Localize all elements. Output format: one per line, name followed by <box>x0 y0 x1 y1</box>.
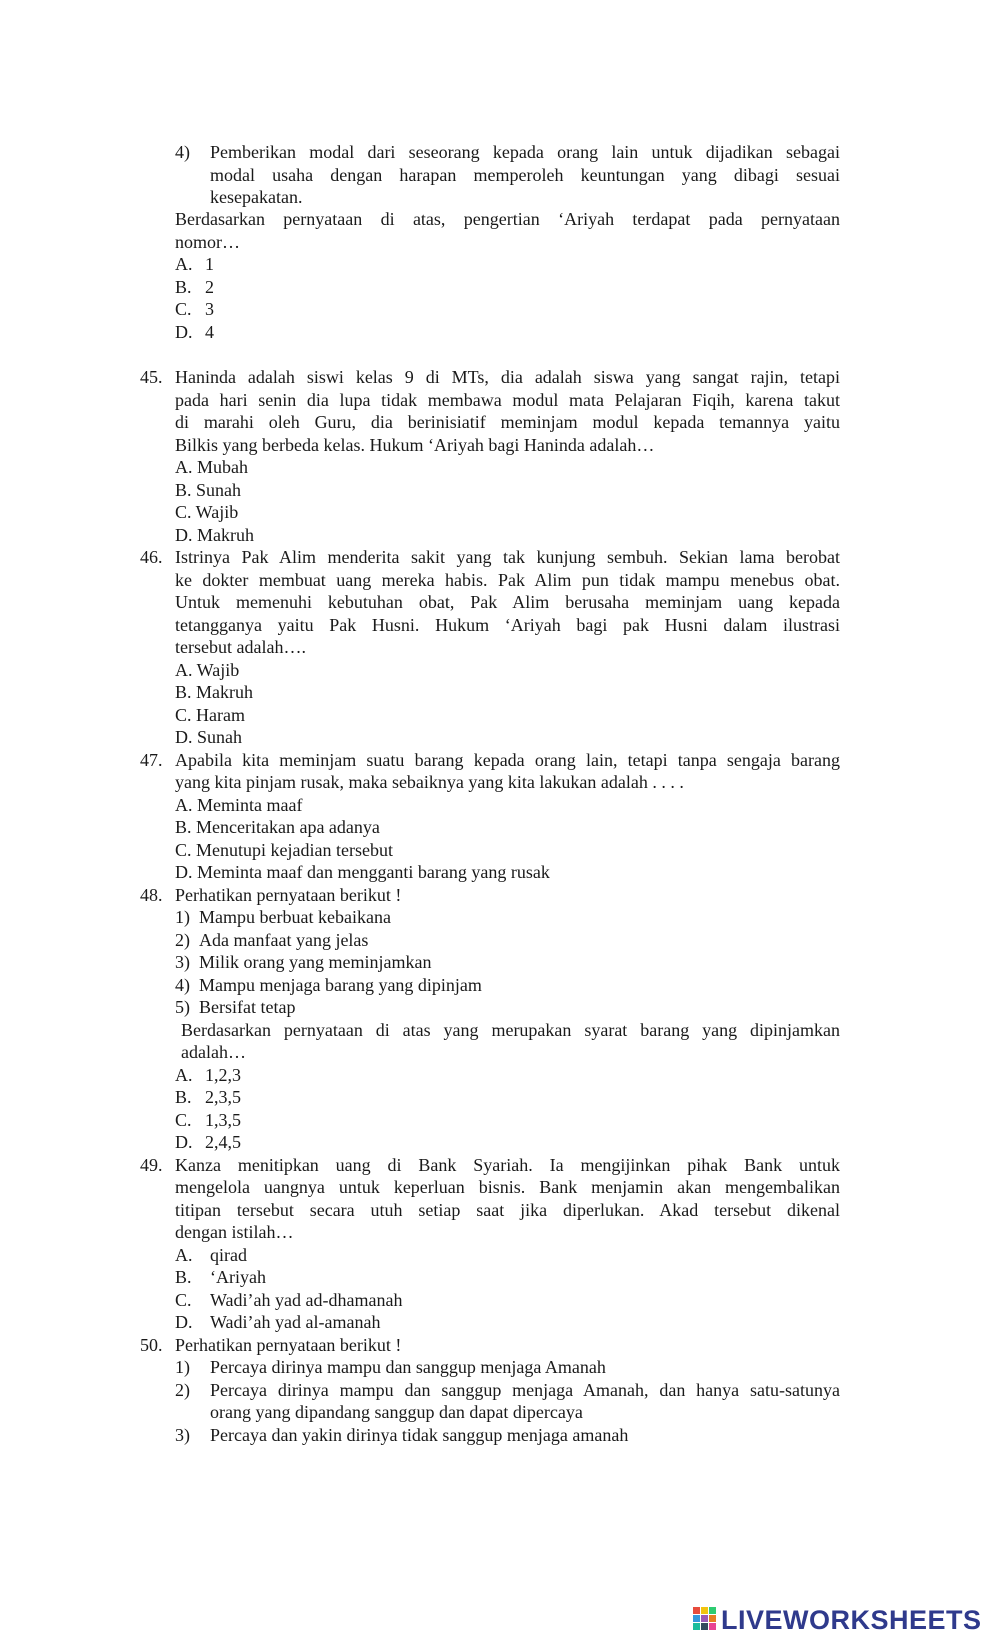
option-letter: B. <box>175 1087 192 1107</box>
statement-item <box>175 996 295 1019</box>
option-text: ‘Ariyah <box>210 1267 266 1287</box>
option-d[interactable]: D. Meminta maaf dan mengganti barang yang rusak <box>175 862 550 882</box>
option-text: 2 <box>205 277 214 297</box>
logo-square <box>709 1607 716 1614</box>
option-b[interactable]: B. Menceritakan apa adanya <box>175 817 380 837</box>
option-letter: B. <box>175 1267 192 1287</box>
liveworksheets-logo <box>693 1605 982 1635</box>
option-c[interactable] <box>175 1109 241 1132</box>
option-a[interactable] <box>175 253 214 276</box>
statement-item <box>175 974 482 997</box>
option-c[interactable]: C. Menutupi kejadian tersebut <box>175 840 393 860</box>
question-stem: Berdasarkan pernyataan di atas, pengertian ‘Ariyah terdapat pada pernyataan <box>175 209 840 229</box>
option-letter: A. <box>175 1245 193 1265</box>
option-text: 4 <box>205 322 214 342</box>
statement-text: Percaya dan yakin dirinya tidak sanggup menjaga amanah <box>210 1425 629 1445</box>
logo-text: LIVEWORKSHEETS <box>721 1604 982 1635</box>
question-text-line: Apabila kita meminjam suatu barang kepada orang lain, tetapi tanpa sengaja barang <box>175 750 840 770</box>
question-text-line: Bilkis yang berbeda kelas. Hukum ‘Ariyah bagi Haninda adalah… <box>175 435 655 455</box>
list-marker: 2) <box>175 930 190 950</box>
option-b[interactable] <box>175 276 214 299</box>
option-letter: C. <box>175 1110 192 1130</box>
question-text-line: tersebut adalah…. <box>175 637 306 657</box>
option-c[interactable] <box>175 1289 402 1312</box>
logo-square <box>693 1623 700 1630</box>
option-text: Wadi’ah yad ad-dhamanah <box>210 1290 403 1310</box>
logo-square <box>709 1623 716 1630</box>
logo-square <box>693 1615 700 1622</box>
question-number: 45. <box>140 367 163 387</box>
option-a[interactable] <box>175 1244 247 1267</box>
option-a[interactable]: A. Meminta maaf <box>175 795 303 815</box>
question-stem: Berdasarkan pernyataan di atas yang merupakan syarat barang yang dipinjamkan <box>181 1020 840 1040</box>
option-letter: A. <box>175 254 193 274</box>
option-b[interactable]: B. Makruh <box>175 682 253 702</box>
option-b[interactable] <box>175 1086 241 1109</box>
statement-text: orang yang dipandang sanggup dan dapat dipercaya <box>210 1402 583 1422</box>
question-text-line: dengan istilah… <box>175 1222 294 1242</box>
option-b[interactable]: B. Sunah <box>175 480 242 500</box>
option-d[interactable]: D. Sunah <box>175 727 242 747</box>
option-c[interactable]: C. Haram <box>175 705 245 725</box>
logo-square <box>701 1615 708 1622</box>
question-intro: Perhatikan pernyataan berikut ! <box>175 1335 402 1355</box>
question-text-line: di marahi oleh Guru, dia berinisiatif meminjam modul kepada temannya yaitu <box>175 412 840 432</box>
option-text: 1,3,5 <box>205 1110 241 1130</box>
option-c[interactable]: C. Wajib <box>175 502 239 522</box>
question-text-line: Haninda adalah siswi kelas 9 di MTs, dia adalah siswa yang sangat rajin, tetapi <box>175 367 840 387</box>
question-number: 50. <box>140 1335 163 1355</box>
list-marker: 4) <box>175 975 190 995</box>
question-text-line: Kanza menitipkan uang di Bank Syariah. Ia mengijinkan pihak Bank untuk <box>175 1155 840 1175</box>
statement-text: Percaya dirinya mampu dan sanggup menjaga Amanah, dan hanya satu-satunya <box>210 1380 840 1400</box>
statement-text: Mampu menjaga barang yang dipinjam <box>199 975 482 995</box>
option-letter: C. <box>175 299 192 319</box>
question-number: 48. <box>140 885 163 905</box>
question-stem: nomor… <box>175 232 240 252</box>
option-letter: A. <box>175 1065 193 1085</box>
list-marker: 3) <box>175 952 190 972</box>
list-marker: 1) <box>175 907 190 927</box>
statement-item <box>175 929 368 952</box>
logo-square <box>701 1623 708 1630</box>
logo-square <box>701 1607 708 1614</box>
list-marker: 5) <box>175 997 190 1017</box>
option-letter: D. <box>175 1132 193 1152</box>
option-letter: D. <box>175 322 193 342</box>
question-number: 46. <box>140 547 163 567</box>
option-text: Wadi’ah yad al-amanah <box>210 1312 381 1332</box>
question-text-line: titipan tersebut secara utuh setiap saat jika diperlukan. Akad tersebut dikenal <box>175 1200 840 1220</box>
option-letter: C. <box>175 1290 192 1310</box>
logo-square <box>709 1615 716 1622</box>
option-d[interactable] <box>175 1131 241 1154</box>
option-a[interactable]: A. Mubah <box>175 457 248 477</box>
option-text: 1 <box>205 254 214 274</box>
question-text-line: ke dokter membuat uang mereka habis. Pak Alim pun tidak mampu menebus obat. <box>175 570 840 590</box>
statement-item <box>175 906 391 929</box>
logo-square <box>693 1607 700 1614</box>
question-text-line: pada hari senin dia lupa tidak membawa modul mata Pelajaran Fiqih, karena takut <box>175 390 840 410</box>
question-number: 49. <box>140 1155 163 1175</box>
question-text-line: yang kita pinjam rusak, maka sebaiknya yang kita lakukan adalah . . . . <box>175 772 684 792</box>
option-letter: D. <box>175 1312 193 1332</box>
statement-text: Mampu berbuat kebaikana <box>199 907 391 927</box>
statement-line: kesepakatan. <box>210 187 303 207</box>
question-intro: Perhatikan pernyataan berikut ! <box>175 885 402 905</box>
list-marker: 4) <box>175 142 190 162</box>
question-stem: adalah… <box>181 1042 246 1062</box>
list-marker: 2) <box>175 1380 190 1400</box>
option-text: qirad <box>210 1245 247 1265</box>
question-number: 47. <box>140 750 163 770</box>
statement-line: Pemberikan modal dari seseorang kepada orang lain untuk dijadikan sebagai <box>210 142 840 162</box>
logo-grid-icon <box>693 1607 717 1633</box>
statement-text: Ada manfaat yang jelas <box>199 930 369 950</box>
option-d[interactable] <box>175 321 214 344</box>
option-text: 2,3,5 <box>205 1087 241 1107</box>
list-marker: 3) <box>175 1425 190 1445</box>
option-a[interactable]: A. Wajib <box>175 660 240 680</box>
statement-text: Bersifat tetap <box>199 997 296 1017</box>
option-text: 2,4,5 <box>205 1132 241 1152</box>
statement-text: Percaya dirinya mampu dan sanggup menjaga Amanah <box>210 1357 606 1377</box>
option-text: 1,2,3 <box>205 1065 241 1085</box>
statement-line: modal usaha dengan harapan memperoleh keuntungan yang dibagi sesuai <box>210 165 840 185</box>
statement-item <box>175 951 431 974</box>
option-c[interactable] <box>175 298 214 321</box>
question-text-line: tetangganya yaitu Pak Husni. Hukum ‘Ariyah bagi pak Husni dalam ilustrasi <box>175 615 840 635</box>
option-letter: B. <box>175 277 192 297</box>
question-text-line: Istrinya Pak Alim menderita sakit yang tak kunjung sembuh. Sekian lama berobat <box>175 547 840 567</box>
option-text: 3 <box>205 299 214 319</box>
option-b[interactable] <box>175 1266 266 1289</box>
statement-text: Milik orang yang meminjamkan <box>199 952 432 972</box>
option-a[interactable] <box>175 1064 241 1087</box>
list-marker: 1) <box>175 1357 190 1377</box>
option-d[interactable] <box>175 1311 380 1334</box>
question-text-line: Untuk memenuhi kebutuhan obat, Pak Alim berusaha meminjam uang kepada <box>175 592 840 612</box>
question-text-line: mengelola uangnya untuk keperluan bisnis. Bank menjamin akan mengembalikan <box>175 1177 840 1197</box>
option-d[interactable]: D. Makruh <box>175 525 254 545</box>
